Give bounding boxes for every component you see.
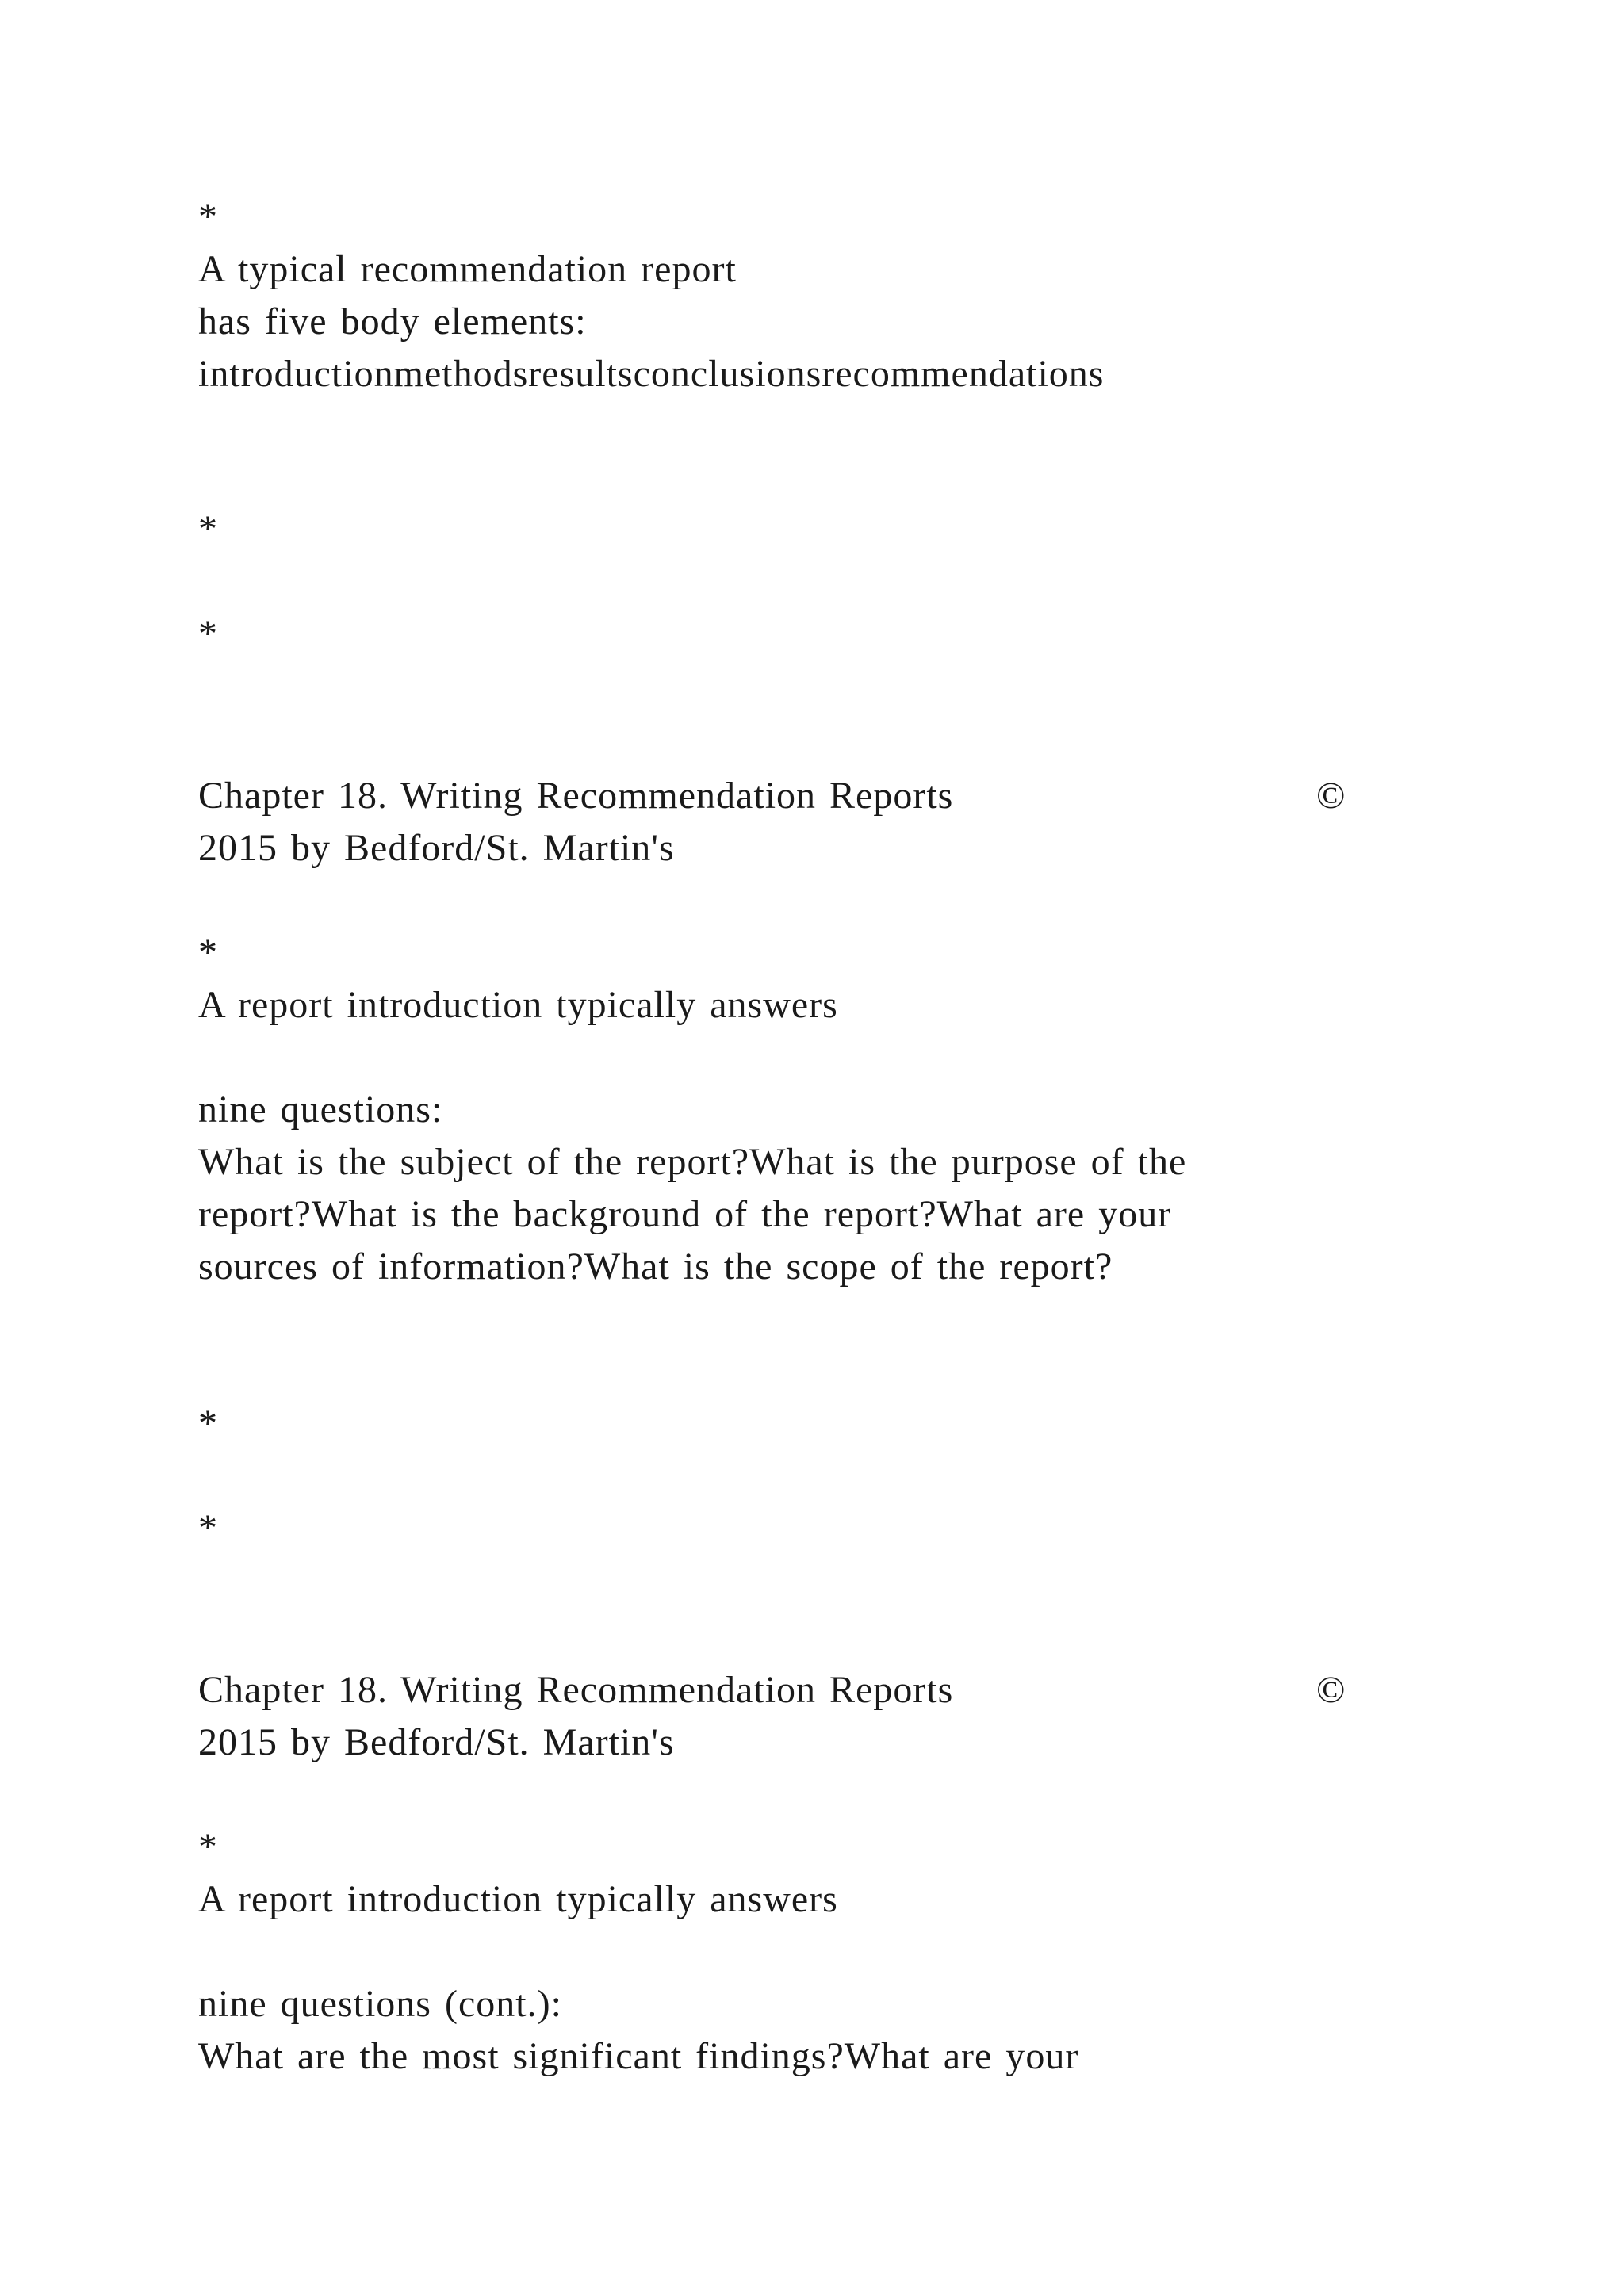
footer-publisher: 2015 by Bedford/St. Martin's [198,827,675,869]
copyright-symbol: © [1316,775,1346,817]
copyright-symbol: © [1316,1669,1346,1711]
slide1-elements-list: introductionmethodsresultsconclusionsrecommendations [198,353,1105,395]
bullet-asterisk: * [198,196,218,238]
slide3-question-line: What are the most significant findings?What are your [198,2035,1079,2077]
bullet-asterisk: * [198,1402,218,1445]
bullet-asterisk: * [198,932,218,974]
slide2-question-line: report?What is the background of the report?What are your [198,1193,1172,1235]
slide1-heading-line: A typical recommendation report [198,248,737,290]
footer-chapter-title: Chapter 18. Writing Recommendation Reports [198,1669,954,1711]
slide2-heading-line-2: nine questions: [198,1089,443,1131]
bullet-asterisk: * [198,508,218,550]
slide1-heading-line-2: has five body elements: [198,300,587,342]
slide2-question-line: What is the subject of the report?What is the purpose of the [198,1141,1187,1183]
bullet-asterisk: * [198,1826,218,1868]
slide3-heading-line: A report introduction typically answers [198,1878,838,1920]
slide2-question-line: sources of information?What is the scope of the report? [198,1246,1113,1288]
bullet-asterisk: * [198,613,218,655]
footer-publisher: 2015 by Bedford/St. Martin's [198,1721,675,1763]
footer-chapter-title: Chapter 18. Writing Recommendation Reports [198,775,954,817]
bullet-asterisk: * [198,1507,218,1549]
slide3-heading-line-2: nine questions (cont.): [198,1983,562,2025]
slide2-heading-line: A report introduction typically answers [198,984,838,1026]
